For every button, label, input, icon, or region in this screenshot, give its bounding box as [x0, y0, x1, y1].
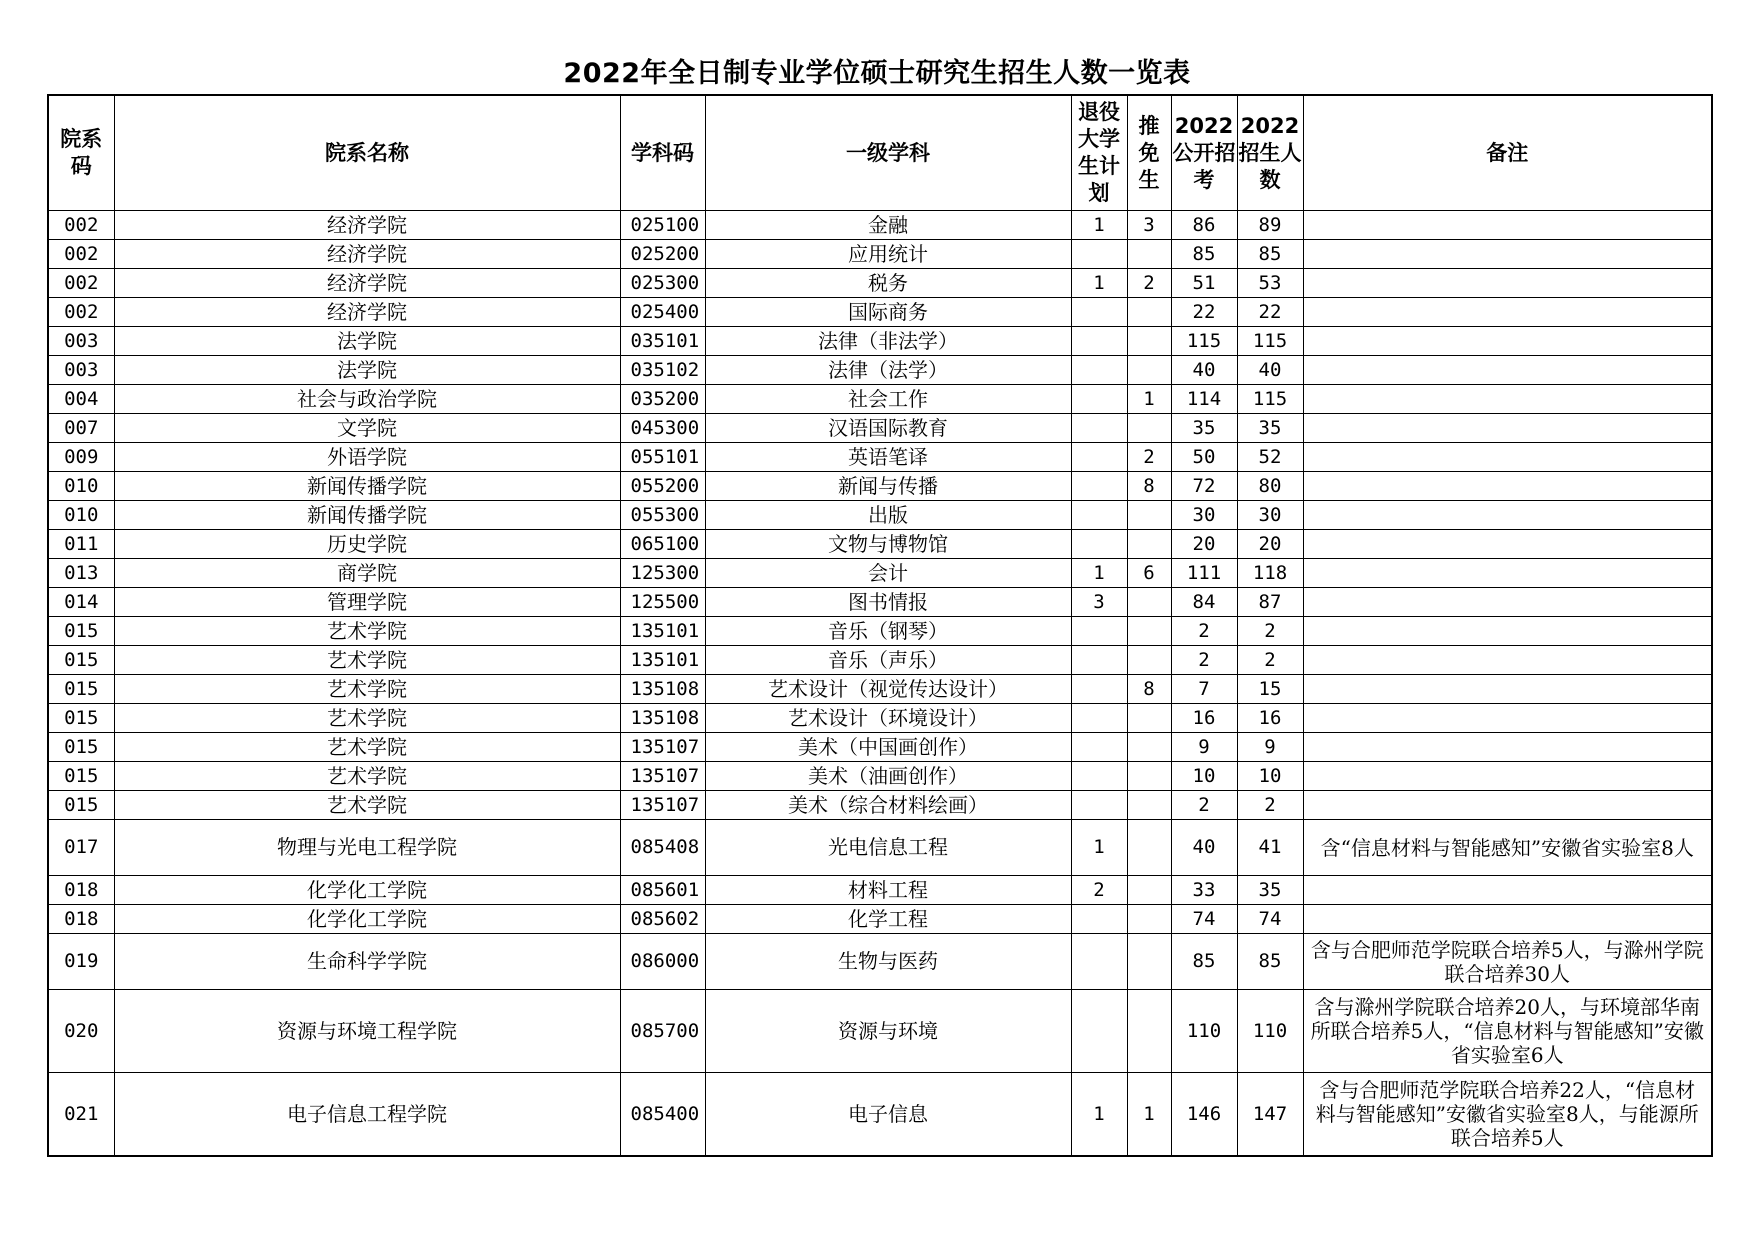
subject-cell: 文物与博物馆: [705, 530, 1071, 559]
dept-code-cell: 018: [48, 876, 114, 905]
exempt-cell: [1127, 791, 1171, 820]
table-row: [48, 934, 1712, 990]
subject-cell: 艺术设计（视觉传达设计）: [705, 675, 1071, 704]
exempt-cell: 2: [1127, 269, 1171, 298]
total-cell: 10: [1237, 762, 1303, 791]
open-exam-cell: 22: [1171, 298, 1237, 327]
open-exam-cell: 50: [1171, 443, 1237, 472]
exempt-cell: [1127, 240, 1171, 269]
exempt-cell: 2: [1127, 443, 1171, 472]
open-exam-cell: 85: [1171, 240, 1237, 269]
veteran-cell: [1071, 762, 1127, 791]
dept-name-cell: 文学院: [114, 414, 620, 443]
subject-cell: 艺术设计（环境设计）: [705, 704, 1071, 733]
dept-name-cell: 管理学院: [114, 588, 620, 617]
open-exam-cell: 85: [1171, 934, 1237, 990]
table-row: [48, 990, 1712, 1073]
subject-code-cell: 055300: [620, 501, 705, 530]
veteran-cell: 1: [1071, 820, 1127, 876]
page-title: 2022年全日制专业学位硕士研究生招生人数一览表: [563, 58, 1191, 89]
veteran-cell: 1: [1071, 1073, 1127, 1157]
header-total: 2022招生人数: [1237, 95, 1303, 211]
dept-name-cell: 艺术学院: [114, 704, 620, 733]
dept-code-cell: 015: [48, 733, 114, 762]
veteran-cell: [1071, 646, 1127, 675]
subject-cell: 新闻与传播: [705, 472, 1071, 501]
dept-name-cell: 化学化工学院: [114, 876, 620, 905]
table-row: [48, 356, 1712, 385]
table-row: [48, 675, 1712, 704]
open-exam-cell: 115: [1171, 327, 1237, 356]
exempt-cell: [1127, 588, 1171, 617]
open-exam-cell: 30: [1171, 501, 1237, 530]
exempt-cell: [1127, 617, 1171, 646]
table-row: [48, 733, 1712, 762]
subject-code-cell: 085700: [620, 990, 705, 1073]
subject-code-cell: 035101: [620, 327, 705, 356]
dept-code-cell: 010: [48, 501, 114, 530]
header-dept-name: 院系名称: [114, 95, 620, 211]
subject-code-cell: 135107: [620, 733, 705, 762]
dept-name-cell: 经济学院: [114, 269, 620, 298]
total-cell: 89: [1237, 211, 1303, 240]
subject-cell: 光电信息工程: [705, 820, 1071, 876]
veteran-cell: [1071, 356, 1127, 385]
table-row: [48, 1073, 1712, 1157]
dept-code-cell: 019: [48, 934, 114, 990]
veteran-cell: [1071, 385, 1127, 414]
dept-name-cell: 艺术学院: [114, 675, 620, 704]
open-exam-cell: 114: [1171, 385, 1237, 414]
subject-code-cell: 125300: [620, 559, 705, 588]
total-cell: 52: [1237, 443, 1303, 472]
veteran-cell: [1071, 443, 1127, 472]
total-cell: 118: [1237, 559, 1303, 588]
open-exam-cell: 40: [1171, 356, 1237, 385]
dept-code-cell: 009: [48, 443, 114, 472]
exempt-cell: [1127, 733, 1171, 762]
open-exam-cell: 20: [1171, 530, 1237, 559]
notes-cell: [1303, 646, 1712, 675]
notes-cell: 含与合肥师范学院联合培养22人，“信息材料与智能感知”安徽省实验室8人，与能源所联合培养5人: [1303, 1073, 1712, 1157]
open-exam-cell: 2: [1171, 646, 1237, 675]
table-row: [48, 414, 1712, 443]
subject-cell: 会计: [705, 559, 1071, 588]
notes-cell: [1303, 791, 1712, 820]
exempt-cell: [1127, 646, 1171, 675]
total-cell: 35: [1237, 876, 1303, 905]
subject-cell: 美术（油画创作）: [705, 762, 1071, 791]
dept-code-cell: 014: [48, 588, 114, 617]
total-cell: 41: [1237, 820, 1303, 876]
subject-cell: 资源与环境: [705, 990, 1071, 1073]
table-row: [48, 298, 1712, 327]
subject-cell: 汉语国际教育: [705, 414, 1071, 443]
header-row: [48, 95, 1712, 211]
notes-cell: [1303, 617, 1712, 646]
total-cell: 110: [1237, 990, 1303, 1073]
subject-cell: 图书情报: [705, 588, 1071, 617]
total-cell: 40: [1237, 356, 1303, 385]
open-exam-cell: 33: [1171, 876, 1237, 905]
dept-code-cell: 015: [48, 704, 114, 733]
header-dept-code: 院系码: [48, 95, 114, 211]
notes-cell: [1303, 675, 1712, 704]
subject-code-cell: 025100: [620, 211, 705, 240]
veteran-cell: [1071, 733, 1127, 762]
table-row: [48, 762, 1712, 791]
veteran-cell: [1071, 791, 1127, 820]
dept-code-cell: 015: [48, 617, 114, 646]
subject-code-cell: 085400: [620, 1073, 705, 1157]
table-row: [48, 530, 1712, 559]
subject-cell: 音乐（钢琴）: [705, 617, 1071, 646]
subject-cell: 英语笔译: [705, 443, 1071, 472]
veteran-cell: 2: [1071, 876, 1127, 905]
notes-cell: [1303, 298, 1712, 327]
exempt-cell: 1: [1127, 385, 1171, 414]
subject-cell: 金融: [705, 211, 1071, 240]
table-row: [48, 905, 1712, 934]
total-cell: 20: [1237, 530, 1303, 559]
subject-code-cell: 025300: [620, 269, 705, 298]
header-exempt: 推免生: [1127, 95, 1171, 211]
dept-code-cell: 021: [48, 1073, 114, 1157]
total-cell: 35: [1237, 414, 1303, 443]
dept-name-cell: 商学院: [114, 559, 620, 588]
subject-cell: 化学工程: [705, 905, 1071, 934]
dept-name-cell: 艺术学院: [114, 646, 620, 675]
dept-name-cell: 艺术学院: [114, 617, 620, 646]
dept-name-cell: 电子信息工程学院: [114, 1073, 620, 1157]
total-cell: 85: [1237, 934, 1303, 990]
subject-code-cell: 135108: [620, 675, 705, 704]
veteran-cell: [1071, 704, 1127, 733]
header-open-exam: 2022公开招考: [1171, 95, 1237, 211]
dept-name-cell: 经济学院: [114, 211, 620, 240]
veteran-cell: [1071, 298, 1127, 327]
table-row: [48, 704, 1712, 733]
dept-code-cell: 011: [48, 530, 114, 559]
subject-cell: 美术（综合材料绘画）: [705, 791, 1071, 820]
subject-cell: 音乐（声乐）: [705, 646, 1071, 675]
subject-code-cell: 085601: [620, 876, 705, 905]
subject-cell: 生物与医药: [705, 934, 1071, 990]
total-cell: 147: [1237, 1073, 1303, 1157]
exempt-cell: 1: [1127, 1073, 1171, 1157]
notes-cell: [1303, 501, 1712, 530]
admissions-table: [47, 94, 1713, 1157]
dept-name-cell: 艺术学院: [114, 791, 620, 820]
exempt-cell: [1127, 704, 1171, 733]
dept-name-cell: 社会与政治学院: [114, 385, 620, 414]
exempt-cell: [1127, 298, 1171, 327]
notes-cell: [1303, 762, 1712, 791]
subject-cell: 应用统计: [705, 240, 1071, 269]
dept-name-cell: 化学化工学院: [114, 905, 620, 934]
exempt-cell: [1127, 934, 1171, 990]
exempt-cell: [1127, 820, 1171, 876]
table-row: [48, 472, 1712, 501]
open-exam-cell: 86: [1171, 211, 1237, 240]
table-row: [48, 646, 1712, 675]
table-row: [48, 269, 1712, 298]
veteran-cell: 1: [1071, 269, 1127, 298]
veteran-cell: [1071, 327, 1127, 356]
subject-cell: 电子信息: [705, 1073, 1071, 1157]
dept-code-cell: 015: [48, 762, 114, 791]
veteran-cell: 3: [1071, 588, 1127, 617]
subject-code-cell: 085408: [620, 820, 705, 876]
dept-name-cell: 经济学院: [114, 240, 620, 269]
subject-cell: 社会工作: [705, 385, 1071, 414]
open-exam-cell: 2: [1171, 617, 1237, 646]
exempt-cell: [1127, 990, 1171, 1073]
notes-cell: [1303, 588, 1712, 617]
dept-code-cell: 015: [48, 675, 114, 704]
table-row: [48, 791, 1712, 820]
exempt-cell: 6: [1127, 559, 1171, 588]
veteran-cell: [1071, 617, 1127, 646]
subject-code-cell: 086000: [620, 934, 705, 990]
total-cell: 22: [1237, 298, 1303, 327]
subject-cell: 税务: [705, 269, 1071, 298]
open-exam-cell: 51: [1171, 269, 1237, 298]
table-row: [48, 443, 1712, 472]
total-cell: 87: [1237, 588, 1303, 617]
dept-code-cell: 002: [48, 269, 114, 298]
notes-cell: [1303, 472, 1712, 501]
header-subject-code: 学科码: [620, 95, 705, 211]
veteran-cell: 1: [1071, 211, 1127, 240]
veteran-cell: [1071, 501, 1127, 530]
subject-code-cell: 135101: [620, 646, 705, 675]
header-subject: 一级学科: [705, 95, 1071, 211]
dept-name-cell: 法学院: [114, 356, 620, 385]
veteran-cell: [1071, 990, 1127, 1073]
total-cell: 74: [1237, 905, 1303, 934]
notes-cell: [1303, 876, 1712, 905]
dept-code-cell: 013: [48, 559, 114, 588]
notes-cell: 含“信息材料与智能感知”安徽省实验室8人: [1303, 820, 1712, 876]
subject-code-cell: 055200: [620, 472, 705, 501]
notes-cell: [1303, 443, 1712, 472]
total-cell: 2: [1237, 646, 1303, 675]
dept-name-cell: 艺术学院: [114, 762, 620, 791]
total-cell: 30: [1237, 501, 1303, 530]
total-cell: 2: [1237, 617, 1303, 646]
dept-name-cell: 法学院: [114, 327, 620, 356]
dept-name-cell: 艺术学院: [114, 733, 620, 762]
exempt-cell: [1127, 530, 1171, 559]
table-row: [48, 385, 1712, 414]
exempt-cell: [1127, 762, 1171, 791]
dept-name-cell: 物理与光电工程学院: [114, 820, 620, 876]
exempt-cell: [1127, 327, 1171, 356]
total-cell: 15: [1237, 675, 1303, 704]
dept-name-cell: 新闻传播学院: [114, 501, 620, 530]
open-exam-cell: 10: [1171, 762, 1237, 791]
total-cell: 2: [1237, 791, 1303, 820]
notes-cell: [1303, 385, 1712, 414]
dept-code-cell: 010: [48, 472, 114, 501]
open-exam-cell: 2: [1171, 791, 1237, 820]
subject-code-cell: 025200: [620, 240, 705, 269]
dept-name-cell: 生命科学学院: [114, 934, 620, 990]
table-row: [48, 240, 1712, 269]
dept-code-cell: 004: [48, 385, 114, 414]
subject-code-cell: 135107: [620, 762, 705, 791]
dept-code-cell: 017: [48, 820, 114, 876]
subject-code-cell: 065100: [620, 530, 705, 559]
notes-cell: [1303, 356, 1712, 385]
open-exam-cell: 40: [1171, 820, 1237, 876]
total-cell: 80: [1237, 472, 1303, 501]
dept-name-cell: 外语学院: [114, 443, 620, 472]
subject-cell: 法律（非法学）: [705, 327, 1071, 356]
subject-code-cell: 085602: [620, 905, 705, 934]
subject-cell: 美术（中国画创作）: [705, 733, 1071, 762]
dept-code-cell: 003: [48, 327, 114, 356]
dept-name-cell: 历史学院: [114, 530, 620, 559]
table-row: [48, 327, 1712, 356]
open-exam-cell: 84: [1171, 588, 1237, 617]
notes-cell: 含与滁州学院联合培养20人，与环境部华南所联合培养5人，“信息材料与智能感知”安徽省实验室6人: [1303, 990, 1712, 1073]
notes-cell: [1303, 327, 1712, 356]
subject-code-cell: 135108: [620, 704, 705, 733]
dept-code-cell: 007: [48, 414, 114, 443]
exempt-cell: 8: [1127, 675, 1171, 704]
open-exam-cell: 9: [1171, 733, 1237, 762]
table-row: [48, 559, 1712, 588]
dept-code-cell: 002: [48, 211, 114, 240]
dept-code-cell: 002: [48, 240, 114, 269]
notes-cell: [1303, 733, 1712, 762]
exempt-cell: [1127, 356, 1171, 385]
notes-cell: [1303, 905, 1712, 934]
open-exam-cell: 35: [1171, 414, 1237, 443]
open-exam-cell: 110: [1171, 990, 1237, 1073]
open-exam-cell: 72: [1171, 472, 1237, 501]
total-cell: 9: [1237, 733, 1303, 762]
open-exam-cell: 146: [1171, 1073, 1237, 1157]
veteran-cell: [1071, 530, 1127, 559]
subject-cell: 出版: [705, 501, 1071, 530]
total-cell: 115: [1237, 385, 1303, 414]
subject-code-cell: 055101: [620, 443, 705, 472]
table-row: [48, 617, 1712, 646]
open-exam-cell: 7: [1171, 675, 1237, 704]
table-row: [48, 588, 1712, 617]
exempt-cell: [1127, 414, 1171, 443]
veteran-cell: [1071, 905, 1127, 934]
subject-cell: 材料工程: [705, 876, 1071, 905]
total-cell: 85: [1237, 240, 1303, 269]
exempt-cell: 3: [1127, 211, 1171, 240]
dept-name-cell: 新闻传播学院: [114, 472, 620, 501]
table-row: [48, 211, 1712, 240]
total-cell: 115: [1237, 327, 1303, 356]
dept-name-cell: 资源与环境工程学院: [114, 990, 620, 1073]
notes-cell: [1303, 530, 1712, 559]
veteran-cell: [1071, 240, 1127, 269]
veteran-cell: [1071, 414, 1127, 443]
dept-code-cell: 015: [48, 646, 114, 675]
notes-cell: [1303, 240, 1712, 269]
table-row: [48, 820, 1712, 876]
open-exam-cell: 16: [1171, 704, 1237, 733]
dept-code-cell: 002: [48, 298, 114, 327]
exempt-cell: [1127, 501, 1171, 530]
subject-code-cell: 025400: [620, 298, 705, 327]
veteran-cell: [1071, 934, 1127, 990]
notes-cell: [1303, 414, 1712, 443]
dept-code-cell: 020: [48, 990, 114, 1073]
subject-code-cell: 035102: [620, 356, 705, 385]
veteran-cell: [1071, 472, 1127, 501]
dept-code-cell: 003: [48, 356, 114, 385]
exempt-cell: [1127, 905, 1171, 934]
subject-cell: 国际商务: [705, 298, 1071, 327]
table-row: [48, 876, 1712, 905]
subject-code-cell: 035200: [620, 385, 705, 414]
notes-cell: 含与合肥师范学院联合培养5人，与滁州学院联合培养30人: [1303, 934, 1712, 990]
exempt-cell: 8: [1127, 472, 1171, 501]
subject-code-cell: 135101: [620, 617, 705, 646]
total-cell: 16: [1237, 704, 1303, 733]
open-exam-cell: 74: [1171, 905, 1237, 934]
subject-code-cell: 045300: [620, 414, 705, 443]
veteran-cell: [1071, 675, 1127, 704]
exempt-cell: [1127, 876, 1171, 905]
notes-cell: [1303, 269, 1712, 298]
dept-code-cell: 018: [48, 905, 114, 934]
total-cell: 53: [1237, 269, 1303, 298]
veteran-cell: 1: [1071, 559, 1127, 588]
dept-code-cell: 015: [48, 791, 114, 820]
header-veteran: 退役大学生计划: [1071, 95, 1127, 211]
subject-code-cell: 125500: [620, 588, 705, 617]
notes-cell: [1303, 559, 1712, 588]
subject-code-cell: 135107: [620, 791, 705, 820]
header-notes: 备注: [1303, 95, 1712, 211]
subject-cell: 法律（法学）: [705, 356, 1071, 385]
open-exam-cell: 111: [1171, 559, 1237, 588]
notes-cell: [1303, 211, 1712, 240]
dept-name-cell: 经济学院: [114, 298, 620, 327]
notes-cell: [1303, 704, 1712, 733]
table-row: [48, 501, 1712, 530]
